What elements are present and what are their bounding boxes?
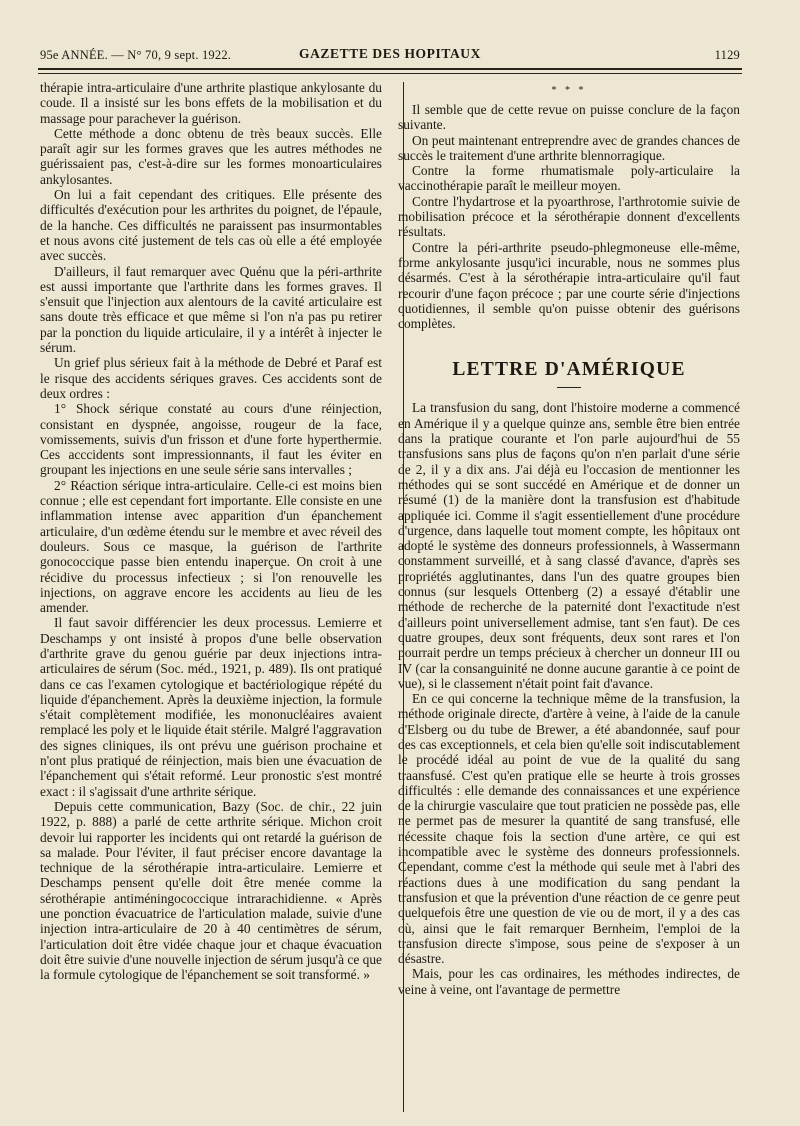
- paragraph: Il faut savoir différencier les deux processus. Lemierre et Deschamps y ont insisté à propos d'une belle observation d'arthrite grave du genou guérie par deux injections intra-articulaires de sérum (Soc. méd., 1921, p. 489). Ils ont pratiqué dans ce cas l'examen cytologique et bactériologique répété du liquide d'épanchement. Après la deuxième injection, la formule s'était complètement modifiée, les mononucléaires avaient remplacé les poly et le liquide était stérile. Malgré l'aggravation des signes cliniques, ils ont prévu une guérison prochaine et n'ont plus pratiqué de réinjection, mais bien une évacuation de l'épanchement qui s'était reformé. Leur pronostic s'est montré exact : il s'agissait d'une arthrite sérique.: [40, 615, 382, 799]
- paragraph: 1° Shock sérique constaté au cours d'une réinjection, consistant en dyspnée, angoisse, rougeur de la face, vomissements, suivis d'un frisson et d'une forte hyperthermie. Ces acccidents sont impressionnants, il faut les éviter en groupant les injections en une seule série sans intervalles ;: [40, 401, 382, 478]
- paragraph: Contre l'hydartrose et la pyoarthrose, l'arthrotomie suivie de mobilisation précoce et la sérothérapie donnent d'excellents résultats.: [398, 193, 740, 240]
- paragraph: thérapie intra-articulaire d'une arthrite plastique ankylosante du coude. Il a insisté sur les bons effets de la mobilisation et du massage pour parachever la guérison.: [40, 80, 382, 126]
- journal-title: GAZETTE DES HOPITAUX: [298, 46, 482, 61]
- title-underline: [557, 387, 581, 388]
- article-body: [398, 400, 740, 997]
- page-number: 1129: [714, 48, 740, 62]
- paragraph: En ce qui concerne la technique même de la transfusion, la méthode originale directe, d'artère à veine, à l'aide de la canule d'Elsberg ou du tube de Brewer, a été abandonnée, sauf pour des cas exceptionnels, et cela bien qu'elle soit indiscutablement le procédé idéal au point de vue de la qualité du sang traansfusé. C'est qu'en pratique elle se heurte à trois grosses difficultés : elle demande des connaissances et une expérience de la chirurgie vasculaire que tout praticien ne possède pas, elle ne permet pas de mesurer la quantité de sang transfusé, elle nécessite chaque fois la section d'une artère, ce qui est incompatible avec le système des donneurs professionnels. Cependant, comme c'est la méthode qui seule met à l'abri des réactions dues à une modification du sang pendant la transfusion et que la prévention d'une réaction de ce genre peut quelquefois être une question de vie ou de mort, il y a des cas où, ainsi que le fait remarquer Bernheim, l'emploi de la transfusion directe s'impose, sous peine de s'exposer à un désastre.: [398, 691, 740, 967]
- paragraph: Un grief plus sérieux fait à la méthode de Debré et Paraf est le risque des accidents sériques graves. Ces accidents sont de deux ordres :: [40, 355, 382, 401]
- issue-info: 95e ANNÉE. — N° 70, 9 sept. 1922.: [40, 48, 232, 62]
- running-header: [40, 44, 740, 68]
- paragraph: 2° Réaction sérique intra-articulaire. Celle-ci est moins bien connue ; elle est cependant fort importante. Elle consiste en une inflammation intense avec apparition d'un épanchement articulaire, d'un œdème étendu sur le membre et avec réveil des douleurs. Sous ce masque, la guérison de l'arthrite gonococcique passe bien entendu inaperçue. On croit à une récidive du processus infectieux ; si l'on renouvelle les injections, on aggrave encore les accidents au lieu de les amender.: [40, 477, 382, 616]
- section-separator-stars: * * *: [551, 85, 587, 96]
- header-rule: [38, 68, 742, 70]
- paragraph: Contre la forme rhumatismale poly-articulaire la vaccinothérapie paraît le meilleur moyen.: [398, 163, 740, 194]
- right-column: [398, 80, 740, 997]
- paragraph: D'ailleurs, il faut remarquer avec Quénu que la péri-arthrite est aussi importante que l'arthrite dans les formes graves. Il s'ensuit que l'injection aux alentours de la cavité articulaire est sans doute très efficace et que même si l'on n'a pas pu retirer par la ponction du liquide articulaire, il y a intérêt à injecter le sérum.: [40, 263, 382, 356]
- paragraph: Il semble que de cette revue on puisse conclure de la façon suivante.: [398, 102, 740, 133]
- header-rule-thin: [38, 73, 742, 74]
- paragraph: On peut maintenant entreprendre avec de grandes chances de succès le traitement d'une arthrite blennorragique.: [398, 132, 740, 163]
- paragraph: On lui a fait cependant des critiques. Elle présente des difficultés d'exécution pour les arthrites du poignet, de l'épaule, de la hanche. Ces difficultés ne paraissent pas insurmontables et nous avons cité justement de tels cas où elle a été employée avec succès.: [40, 187, 382, 264]
- paragraph: La transfusion du sang, dont l'histoire moderne a commencé en Amérique il y a quelque quinze ans, semble être bien entrée dans la pratique courante et l'on parle aujourd'hui de 55 transfusions sans plus de façons qu'on n'en parlait d'une série de 2, il y a dix ans. J'ai déjà eu l'occasion de mentionner les méthodes qui se sont succédé en Amérique et de donner un résumé (1) de la manière dont la transfusion est d'habitude appliquée ici. Comme il s'agit essentiellement d'une procédure d'urgence, dans laquelle tout moment compte, les hôpitaux ont adopté le système des donneurs professionnels, à Wassermann constamment surveillé, et à sang classé d'avance, d'après ses propriétés agglutinantes, dans l'un des quatre groupes bien connus (sur lesquels Ottenberg (2) a essayé d'établir une méthode de recherche de la paternité dont l'exactitude n'est d'ailleurs point universellement admise, tant s'en faut). De ces quatre groupes, deux sont fréquents, deux sont rares et l'on pourrait perdre un temps précieux à chercher un donneur III ou IV (car la consanguinité ne donne aucune garantie à ce point de vue), si le classement n'était point fait d'avance.: [398, 400, 740, 691]
- conclusion-text: [398, 102, 740, 331]
- paragraph: Depuis cette communication, Bazy (Soc. de chir., 22 juin 1922, p. 888) a parlé de cette arthrite sérique. Michon croit devoir lui rapporter les incidents qui ont retardé la guérison de sa malade. Pour l'éviter, il faut préciser encore davantage la technique de la sérothérapie intra-articulaire. Lemierre et Deschamps pensent qu'elle doit être menée comme la sérothérapie antiméningococcique intrarachidienne. « Après une ponction évacuatrice de l'articulation malade, suivie d'une injection intra-articulaire de 20 à 40 centimètres de sérum, l'articulation doit être vidée chaque jour et chaque évacuation doit être suivie d'une nouvelle injection de sérum jusqu'à ce que la formule cytologique de l'épanchement se soit transformé. »: [40, 798, 382, 983]
- paragraph: Cette méthode a donc obtenu de très beaux succès. Elle paraît agir sur les formes graves que les autres méthodes ne guérissaient pas, c'est-à-dire sur les formes monoarticulaires ankylosantes.: [40, 125, 382, 187]
- paragraph: Contre la péri-arthrite pseudo-phlegmoneuse elle-même, forme ankylosante jusqu'ici incurable, nous ne sommes plus désarmés. C'est à la sérothérapie intra-articulaire qu'il faut recourir d'une façon précoce ; par une courte série d'injections quotidiennes, il semble qu'on puisse obtenir des guérisons complètes.: [398, 239, 740, 332]
- section-title: LETTRE D'AMÉRIQUE: [452, 359, 686, 381]
- left-column: [40, 80, 382, 983]
- paragraph: Mais, pour les cas ordinaires, les méthodes indirectes, de veine à veine, ont l'avantage de permettre: [398, 966, 740, 997]
